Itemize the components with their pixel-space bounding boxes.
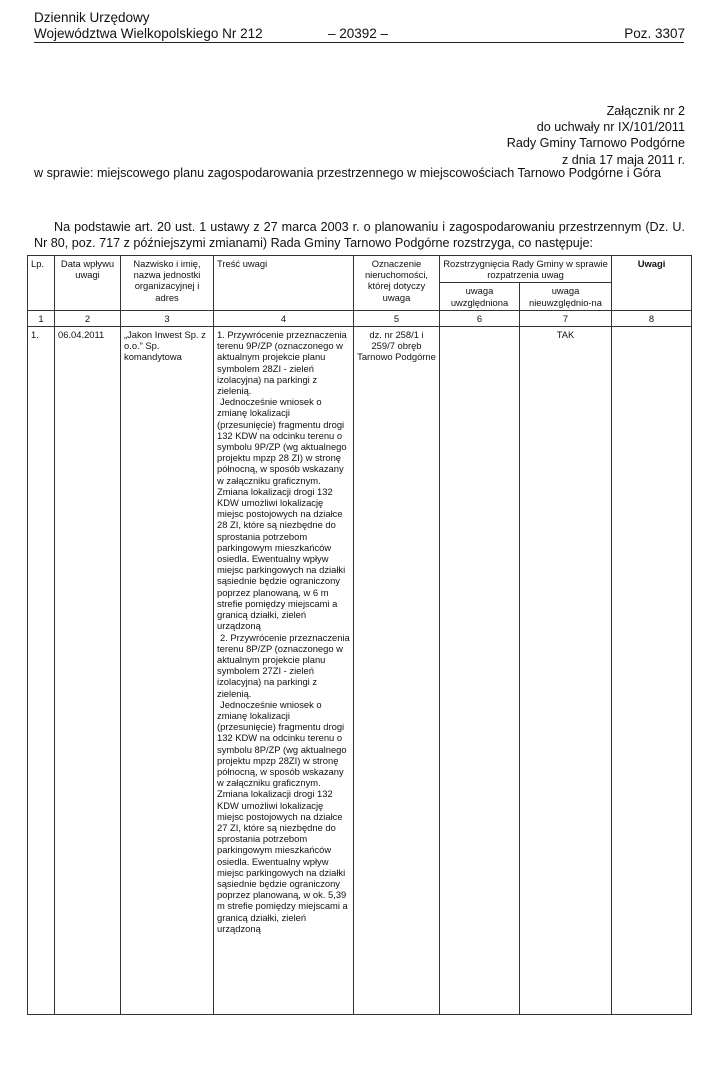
column-number: 3 [121, 310, 214, 326]
header-resolution: Rozstrzygnięcia Rady Gminy w sprawie rozpatrzenia uwag [440, 256, 612, 283]
header-remarks: Uwagi [612, 256, 692, 311]
row-name: „Jakon Inwest Sp. z o.o.” Sp. komandytowa [121, 327, 214, 1015]
intro-paragraph: Na podstawie art. 20 ust. 1 ustawy z 27 marca 2003 r. o planowaniu i zagospodarowaniu przestrzennym (Dz. U. Nr 80, poz. 717 z późniejszymi zmianami) Rada Gminy Tarnowo Podgórne rozstrzyga, co następuje: [34, 220, 685, 250]
header-content: Treść uwagi [214, 256, 354, 311]
resolution-table [27, 255, 692, 1015]
annex-council: Rady Gminy Tarnowo Podgórne [506, 136, 685, 151]
column-number: 8 [612, 310, 692, 326]
column-number-row [28, 310, 692, 326]
column-number: 1 [28, 310, 55, 326]
row-remarks [612, 327, 692, 1015]
position-number: Poz. 3307 [624, 26, 685, 41]
row-accepted [440, 327, 520, 1015]
row-content [214, 327, 354, 1015]
annex-resolution: do uchwały nr IX/101/2011 [536, 120, 685, 135]
journal-title: Dziennik Urzędowy [34, 10, 150, 25]
journal-subtitle: Województwa Wielkopolskiego Nr 212 [34, 26, 263, 41]
page-number: – 20392 – [328, 26, 389, 41]
table-row [28, 327, 692, 1015]
annex-number: Załącznik nr 2 [606, 104, 685, 118]
column-number: 6 [440, 310, 520, 326]
column-number: 7 [520, 310, 612, 326]
row-rejected: TAK [520, 327, 612, 1015]
annex-block [507, 103, 685, 168]
column-number: 5 [354, 310, 440, 326]
column-number: 2 [55, 310, 121, 326]
column-number: 4 [214, 310, 354, 326]
header-name: Nazwisko i imię, nazwa jednostki organizacyjnej i adres [121, 256, 214, 311]
content-paragraph-1: 1. Przywrócenie przeznaczenia terenu 9P/ZP (oznaczonego w aktualnym projekcie planu symbolem 28ZI - zieleń izolacyjna) na parkingi z zielenią. [217, 329, 347, 397]
row-date: 06.04.2011 [55, 327, 121, 1015]
subject-line: w sprawie: miejscowego planu zagospodarowania przestrzennego w miejscowościach Tarnowo Podgórne i Góra [34, 166, 661, 180]
header-divider [34, 42, 684, 43]
header-property: Oznaczenie nieruchomości, której dotyczy uwaga [354, 256, 440, 311]
header-date: Data wpływu uwagi [55, 256, 121, 311]
content-paragraph-4: Jednocześnie wniosek o zmianę lokalizacji (przesunięcie) fragmentu drogi 132 KDW na odcinku terenu o symbolu 8P/ZP (wg aktualnego projektu mpzp 28ZI) w stronę północną, w sposób wskazany w załączniku graficznym. Zmiana lokalizacji drogi 132 KDW umożliwi lokalizację miejsc postojowych na działce 27 ZI, które są niezbędne do sprostania potrzebom parkingowym mieszkańców osiedla. Ewentualny wpływ miejsc parkingowych na działki sąsiednie będzie ograniczony poprzez planowaną, w ok. 5,39 m strefie pomiędzy miejscami a granicą działki, zieleń urządzoną [217, 698, 348, 934]
header-row [28, 256, 692, 283]
row-lp: 1. [28, 327, 55, 1015]
header-lp: Lp. [28, 256, 55, 311]
annex-date: z dnia 17 maja 2011 r. [562, 152, 685, 167]
header-rejected: uwaga nieuwzględnio-na [520, 283, 612, 310]
row-property: dz. nr 258/1 i 259/7 obręb Tarnowo Podgórne [354, 327, 440, 1015]
content-paragraph-3: 2. Przywrócenie przeznaczenia terenu 8P/ZP (oznaczonego w aktualnym projekcie planu symbolem 27ZI - zieleń izolacyjna) na parkingi z zielenią. [217, 631, 350, 699]
header-accepted: uwaga uwzględniona [440, 283, 520, 310]
content-paragraph-2: Jednocześnie wniosek o zmianę lokalizacji (przesunięcie) fragmentu drogi 132 KDW na odcinku terenu o symbolu 9P/ZP (wg aktualnego projektu mpzp 28 ZI) w stronę północną, w sposób wskazany w załączniku graficznym. Zmiana lokalizacji drogi 132 KDW umożliwi lokalizację miejsc postojowych na działce 28 ZI, które są niezbędne do sprostania potrzebom parkingowym mieszkańców osiedla. Ewentualny wpływ miejsc parkingowych na działki sąsiednie będzie ograniczony poprzez planowaną, w 6 m strefie pomiędzy miejscami a granicą działki, zieleń urządzoną [217, 396, 347, 632]
